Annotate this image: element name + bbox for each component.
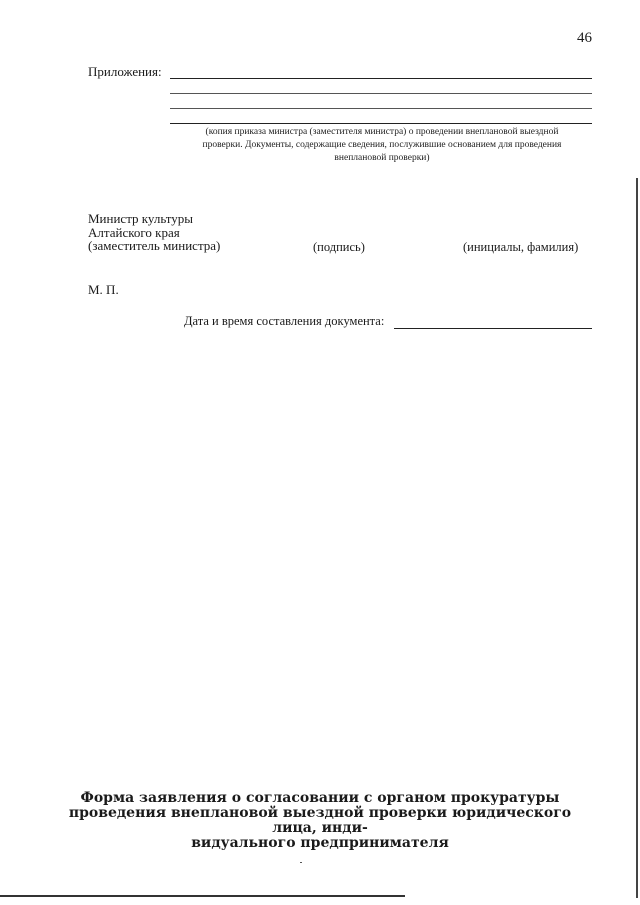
form-title-line: проведения внеплановой выездной проверки юридического лица, инди- [68, 805, 572, 836]
scan-edge-bottom [0, 895, 405, 897]
date-blank-line [394, 328, 592, 329]
form-title-line: Форма заявления о согласовании с органом прокуратуры [80, 790, 560, 806]
caption-line: (копия приказа министра (заместителя министра) о проведении внеплановой выездной [205, 127, 559, 137]
position-line: (заместитель министра) [88, 238, 221, 253]
seal-mark: М. П. [88, 282, 119, 297]
date-label: Дата и время составления документа: [184, 314, 385, 328]
signature-hint: (подпись) [313, 240, 365, 254]
name-hint: (инициалы, фамилия) [463, 240, 579, 254]
attachments-blank-line-3 [170, 108, 592, 109]
caption-line: внеплановой проверки) [334, 153, 430, 163]
attachments-blank-line-2 [170, 93, 592, 94]
caption-line: проверки. Документы, содержащие сведения, послужившие основанием для проведения [202, 140, 562, 150]
attachments-caption [170, 126, 594, 165]
form-title [60, 791, 580, 851]
position-line: Министр культуры [88, 211, 194, 226]
page-number: 46 [577, 30, 592, 46]
attachments-blank-line-1 [170, 78, 592, 79]
form-title-line: видуального предпринимателя [191, 835, 449, 851]
scan-speck [300, 862, 302, 863]
minister-position [88, 212, 220, 253]
scan-edge-right [636, 178, 638, 898]
position-line: Алтайского края [88, 224, 180, 240]
attachments-label: Приложения: [88, 64, 162, 79]
attachments-blank-line-4 [170, 123, 592, 124]
